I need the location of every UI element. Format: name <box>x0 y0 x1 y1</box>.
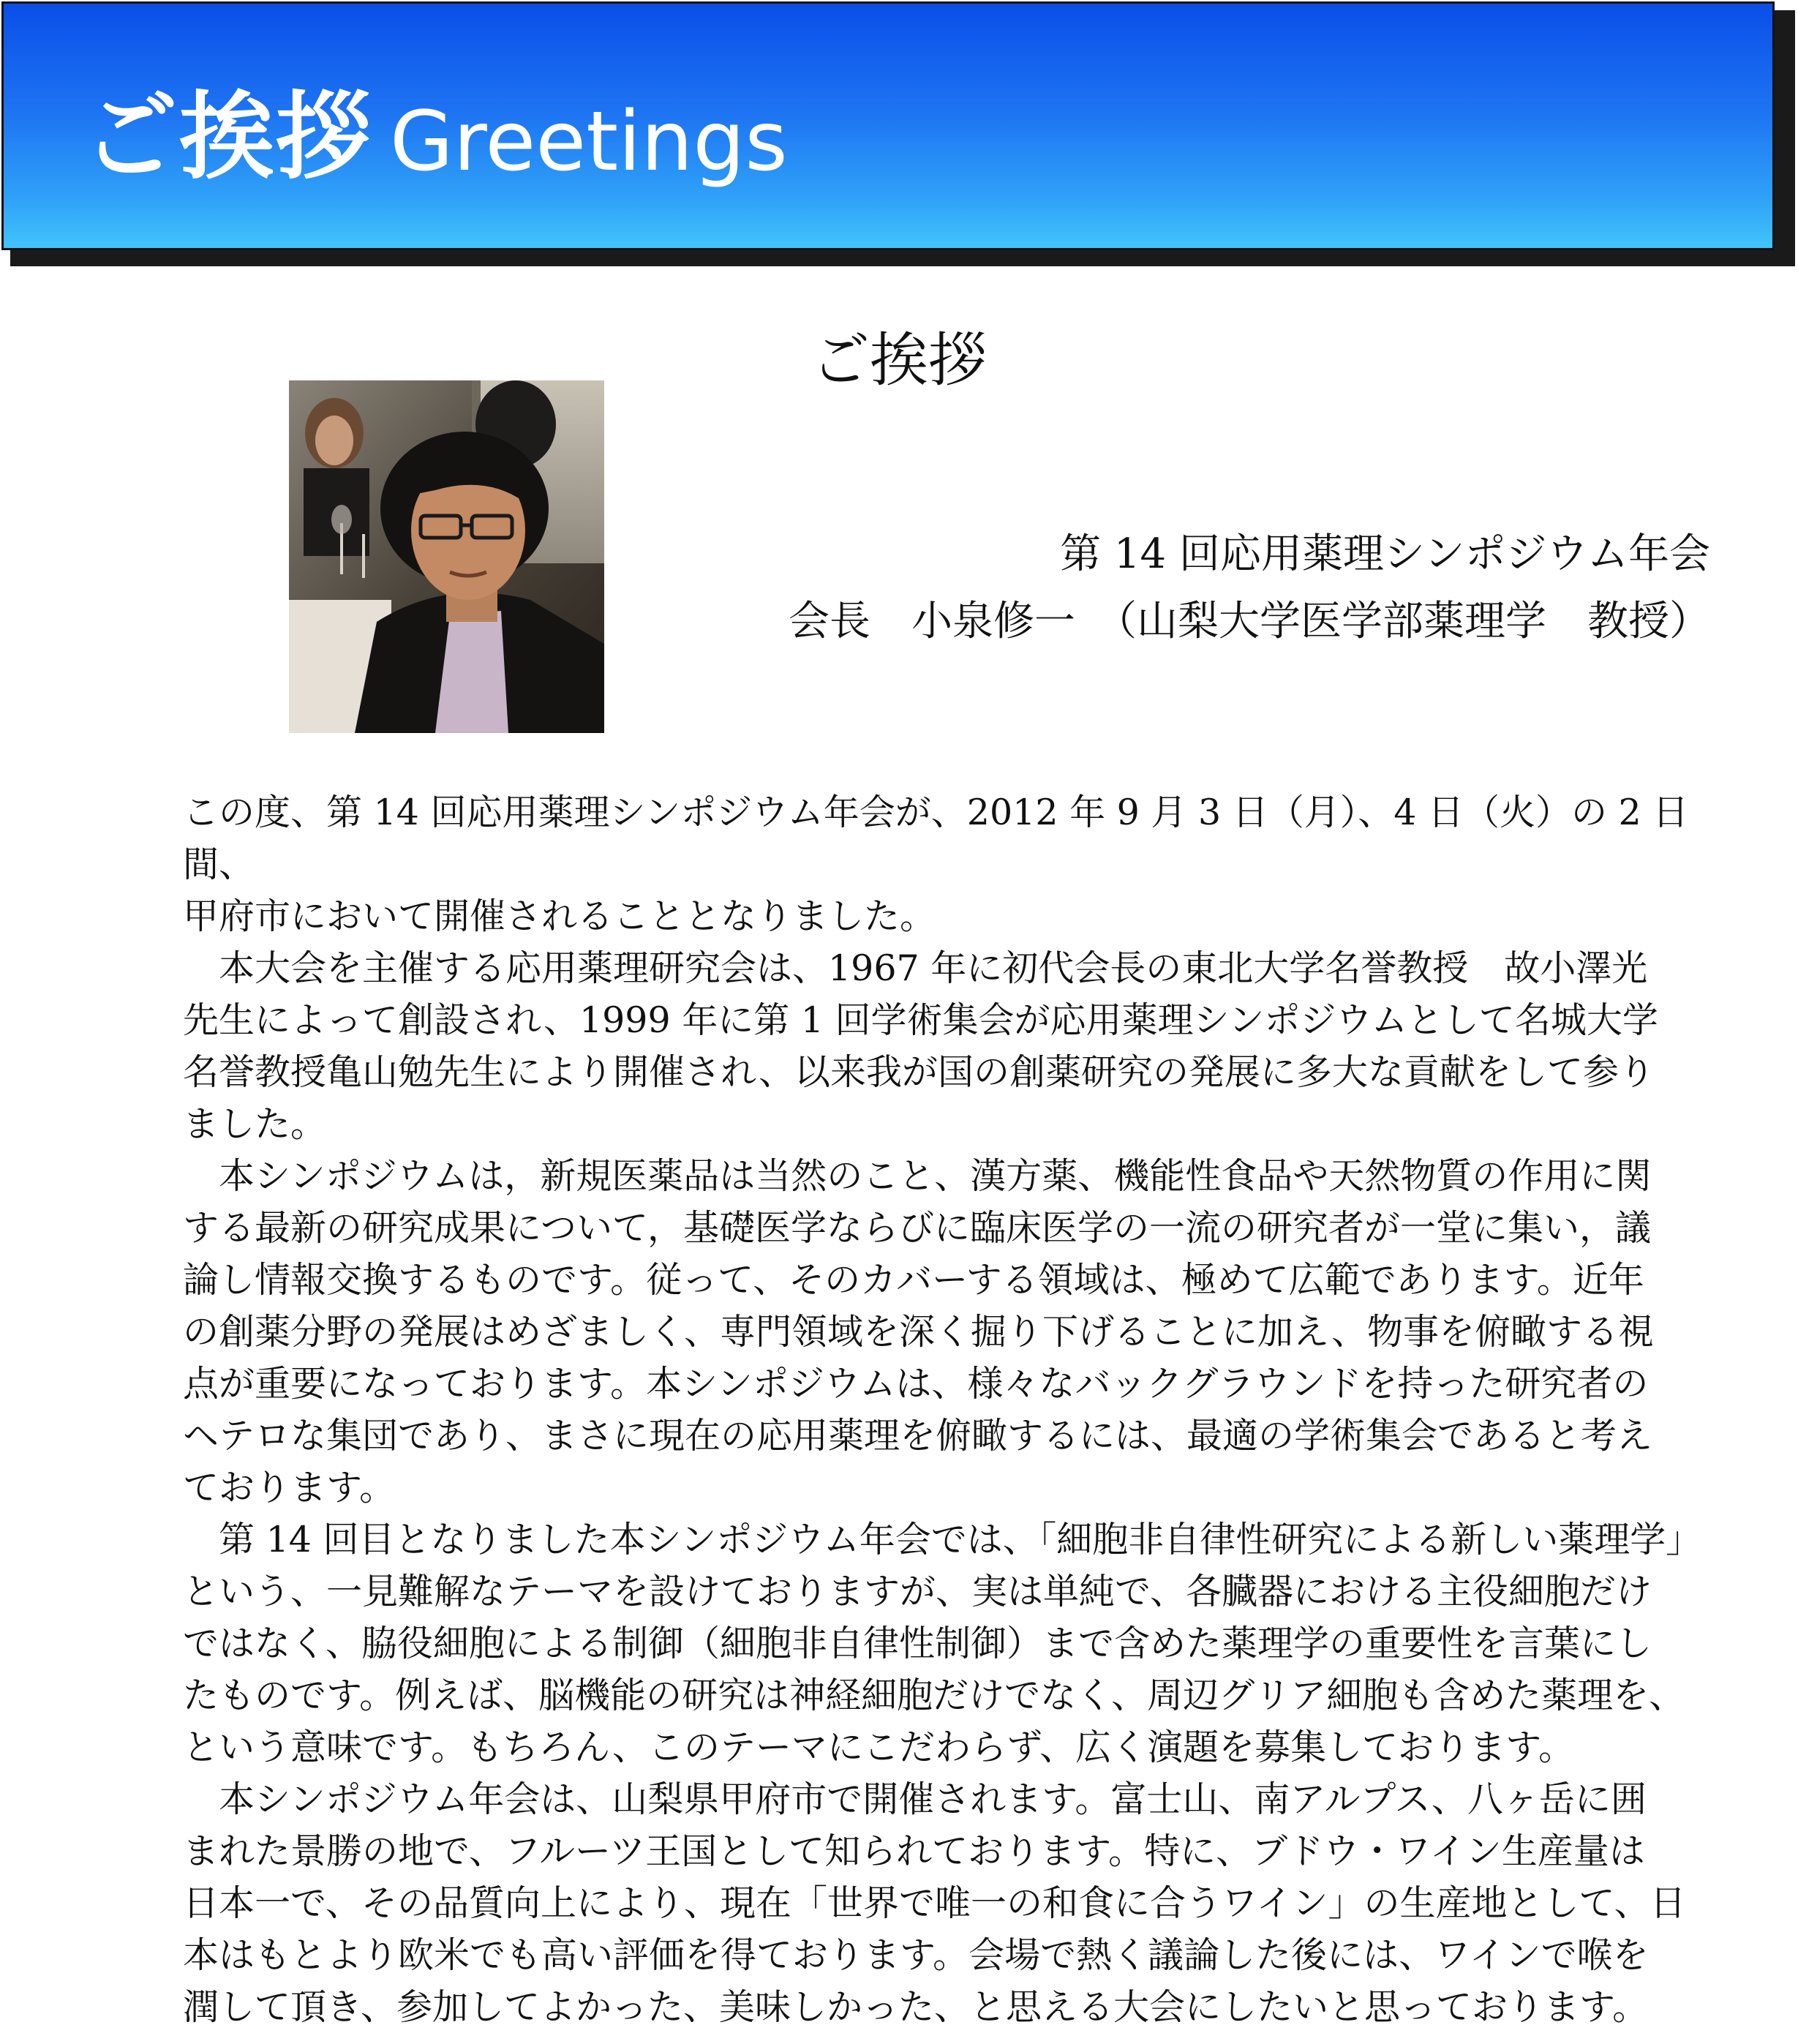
banner-title <box>83 61 788 198</box>
page-banner <box>1 1 1775 250</box>
greeting-paragraph-1: この度、第 14 回応用薬理シンポジウム年会が、2012 年 9 月 3 日（月）、4 日（火）の 2 日間、 甲府市において開催されることとなりました。 <box>183 792 1689 937</box>
president-portrait-photo <box>289 380 604 733</box>
page-heading: ご挨拶 <box>811 326 987 394</box>
greeting-body <box>183 786 1719 2033</box>
greeting-paragraph-5: 本シンポジウム年会は、山梨県甲府市で開催されます。富士山、南アルプス、八ヶ岳に囲 まれた景勝の地で、フルーツ王国として知られております。特に、ブドウ・ワイン生産量は 日本一で、その品質向上により、現在「世界で唯一の和食に合うワイン」の生産地として、日 本はもとより欧米でも高い評価を得ております。会場で熱く議論した後には、ワインで喉を 潤して頂き、参加してよかった、美味しかった、と思える大会にしたいと思っております。 <box>183 1778 1686 2028</box>
greeting-paragraph-3: 本シンポジウムは，新規医薬品は当然のこと、漢方薬、機能性食品や天然物質の作用に関 する最新の研究成果について，基礎医学ならびに臨床医学の一流の研究者が一堂に集い，議 論し情報交換するものです。従って、そのカバーする領域は、極めて広範であります。近年 の創薬分野の発展はめざましく、専門領域を深く掘り下げることに加え、物事を俯瞰する視 点が重要になっております。本シンポジウムは、様々なバックグラウンドを持った研究者の ヘテロな集団であり、まさに現在の応用薬理を俯瞰するには、最適の学術集会であると考え ております。 <box>183 1155 1654 1508</box>
greeting-paragraph-4: 第 14 回目となりました本シンポジウム年会では、「細胞非自律性研究による新しい薬理学」 という、一見難解なテーマを設けておりますが、実は単純で、各臓器における主役細胞だけ ではなく、脇役細胞による制御（細胞非自律性制御）まで含めた薬理学の重要性を言葉にし たものです。例えば、脳機能の研究は神経細胞だけでなく、周辺グリア細胞も含めた薬理を、 という意味です。もちろん、このテーマにこだわらず、広く演題を募集しております。 <box>183 1519 1702 1768</box>
greeting-paragraph-2: 本大会を主催する応用薬理研究会は、1967 年に初代会長の東北大学名誉教授 故小澤光 先生によって創設され、1999 年に第 1 回学術集会が応用薬理シンポジウムとして名城大学 名誉教授亀山勉先生により開催され、以来我が国の創薬研究の発展に多大な貢献をして参り ました。 <box>183 947 1658 1145</box>
banner-title-english: Greetings <box>390 94 788 189</box>
signature-president-name: 会長 小泉修一 （山梨大学医学部薬理学 教授） <box>789 598 1710 645</box>
banner-title-japanese: ご挨拶 <box>83 81 373 192</box>
signature-block <box>789 521 1710 655</box>
signature-event-name: 第 14 回応用薬理シンポジウム年会 <box>1060 530 1710 578</box>
